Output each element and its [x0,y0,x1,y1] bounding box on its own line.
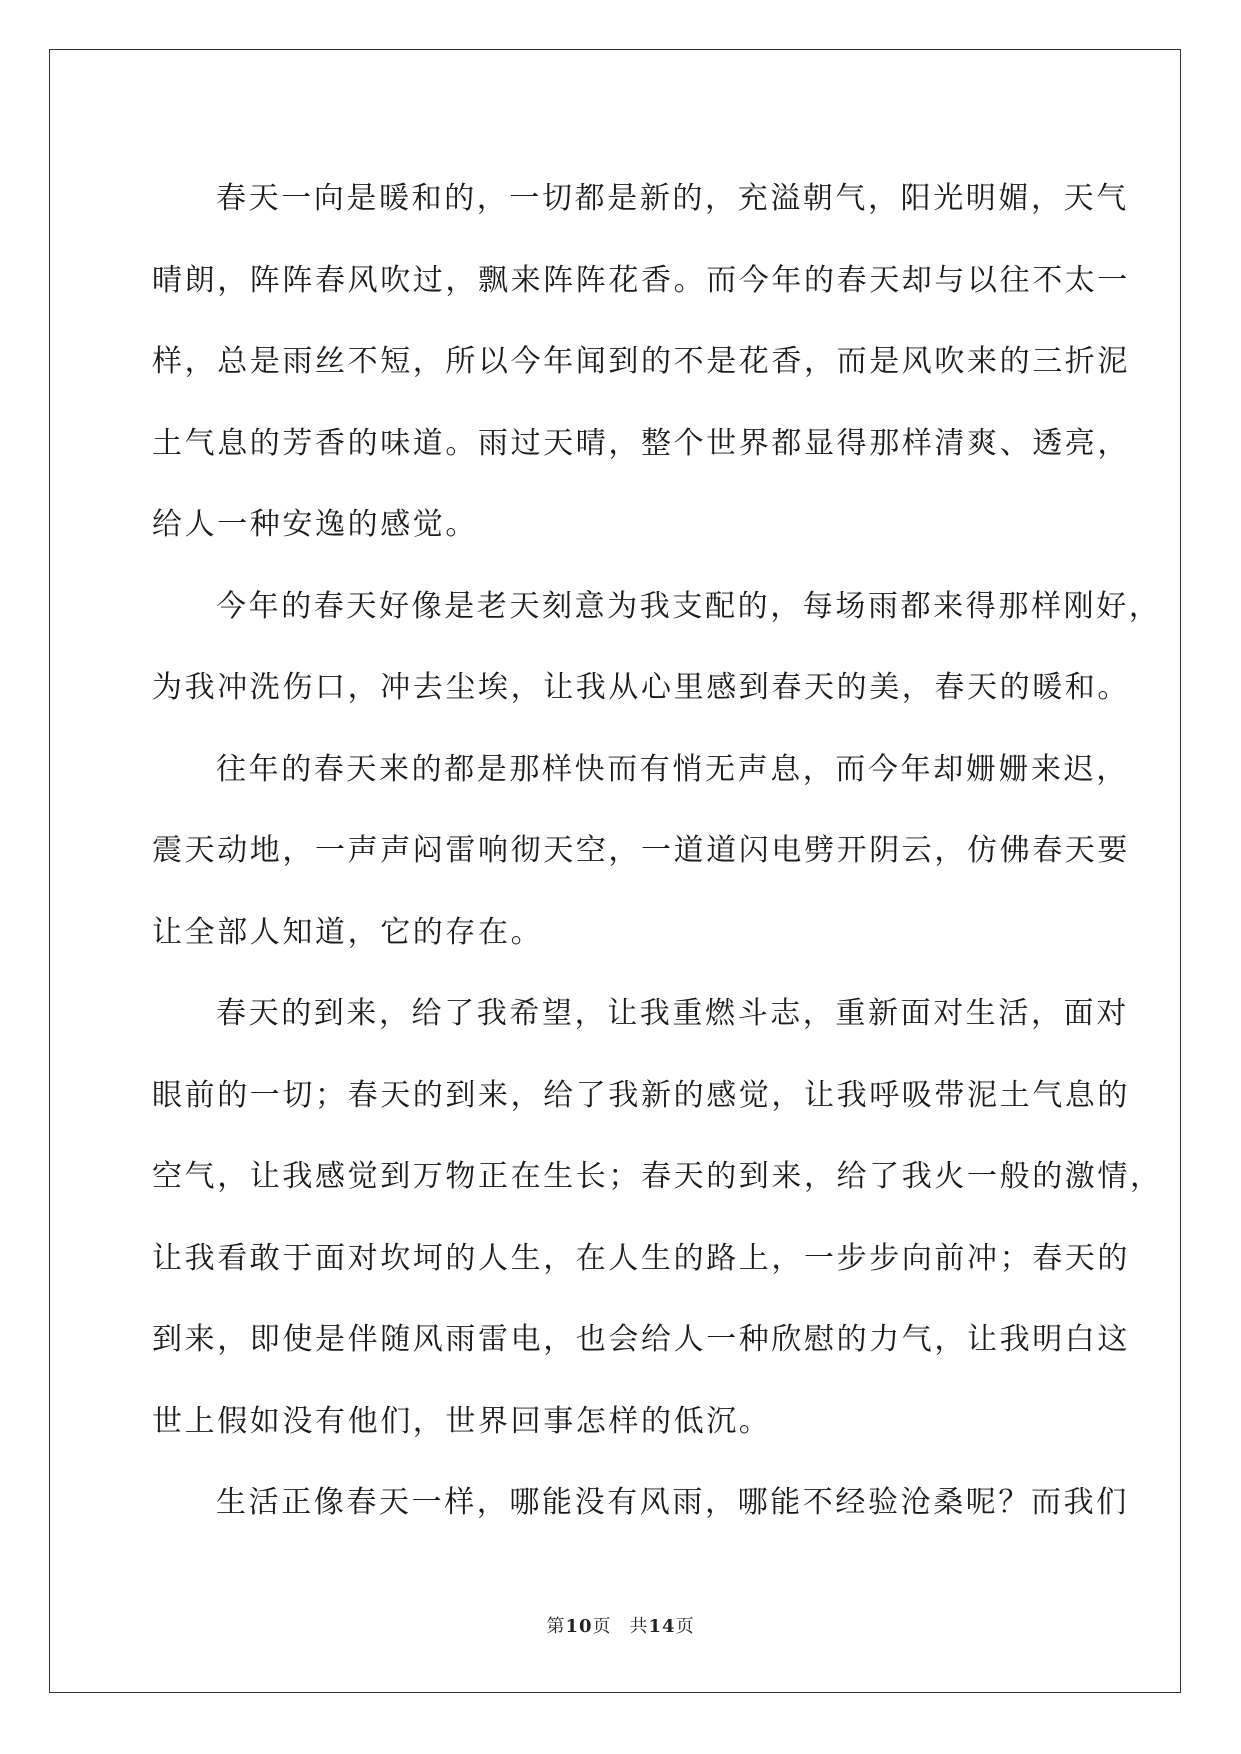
text-line: 春天一向是暖和的，一切都是新的，充溢朝气，阳光明媚，天气 [216,181,1129,216]
total-suffix: 页 [675,1616,695,1637]
page-suffix: 页 [592,1616,612,1637]
text-line: 震天动地，一声声闷雷响彻天空，一道道闪电劈开阴云，仿佛春天要 [152,833,1130,868]
document-body [152,158,1163,1544]
text-line: 土气息的芳香的味道。雨过天晴，整个世界都显得那样清爽、透亮， [152,425,1130,461]
total-pages: 14 [648,1616,676,1637]
text-line: 让全部人知道，它的存在。 [152,914,544,950]
text-line: 生活正像春天一样，哪能没有风雨，哪能不经验沧桑呢？而我们 [216,1485,1129,1520]
text-line: 晴朗，阵阵春风吹过，飘来阵阵花香。而今年的春天却与以往不太一 [152,262,1130,298]
text-line: 今年的春天好像是老天刻意为我支配的，每场雨都来得那样刚好， [216,588,1162,624]
text-line: 空气，让我感觉到万物正在生长；春天的到来，给了我火一般的激情， [152,1159,1163,1194]
text-line: 给人一种安逸的感觉。 [152,507,478,542]
text-line: 眼前的一切；春天的到来，给了我新的感觉，让我呼吸带泥土气息的 [152,1077,1130,1113]
total-prefix: 共 [629,1616,649,1637]
text-line: 为我冲洗伤口，冲去尘埃，让我从心里感到春天的美，春天的暖和。 [152,670,1130,705]
text-line: 春天的到来，给了我希望，让我重燃斗志，重新面对生活，面对 [216,996,1129,1031]
text-line: 往年的春天来的都是那样快而有悄无声息，而今年却姗姗来迟， [216,751,1129,787]
page-number: 10 [565,1616,593,1637]
text-line: 样，总是雨丝不短，所以今年闻到的不是花香，而是风吹来的三折泥 [152,344,1130,379]
text-line: 让我看敢于面对坎坷的人生，在人生的路上，一步步向前冲；春天的 [152,1240,1130,1276]
page-footer [0,1612,1241,1638]
text-line: 到来，即使是伴随风雨雷电，也会给人一种欣慰的力气，让我明白这 [152,1322,1130,1357]
text-line: 世上假如没有他们，世界回事怎样的低沉。 [152,1403,772,1439]
page-prefix: 第 [546,1616,566,1637]
